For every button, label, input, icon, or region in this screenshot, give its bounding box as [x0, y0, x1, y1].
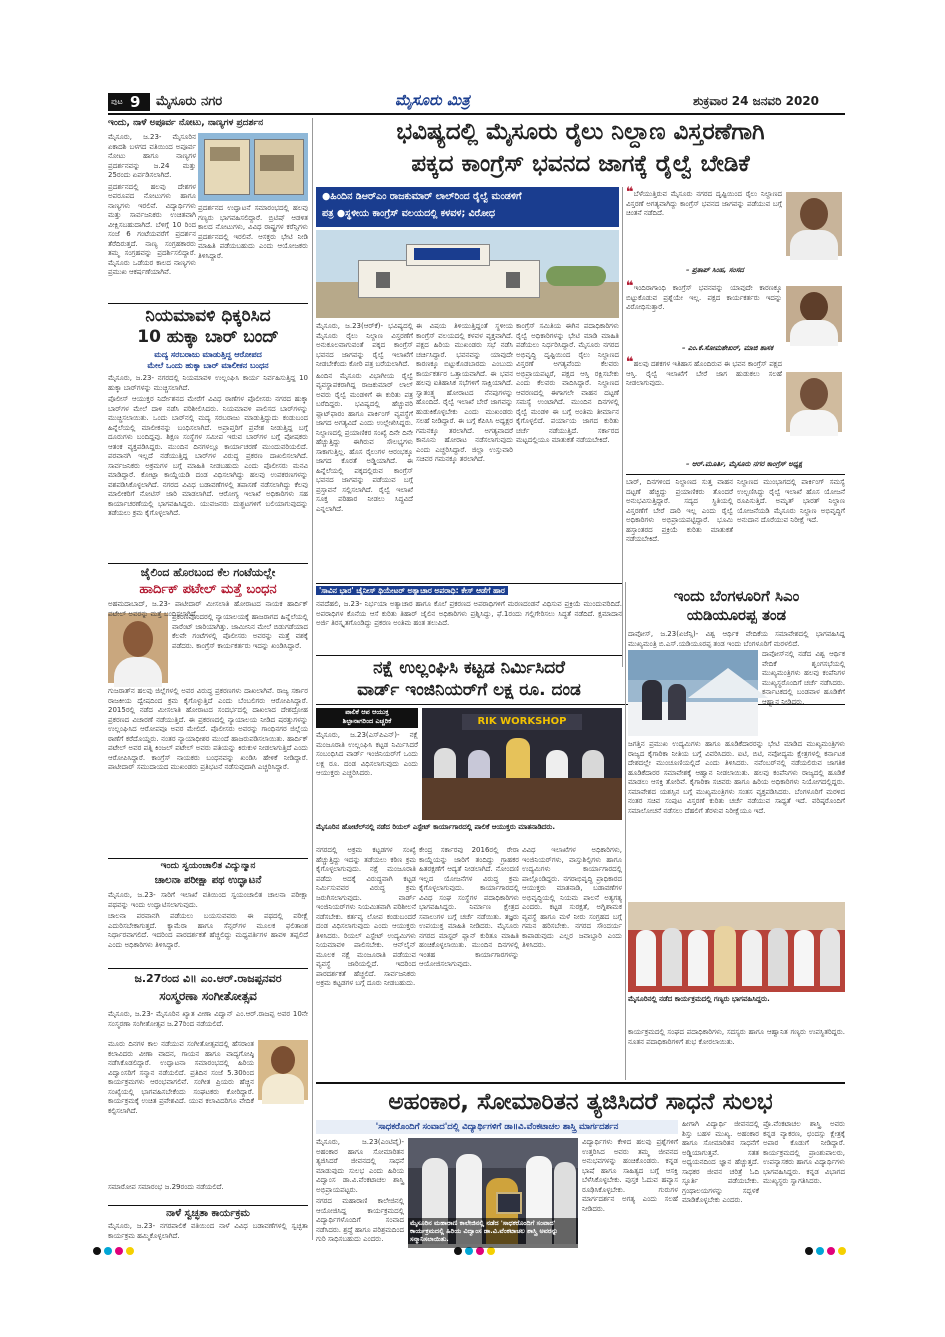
group-photo-caption: ಮೈಸೂರಿನಲ್ಲಿ ನಡೆದ ಕಾರ್ಯಕ್ರಮದಲ್ಲಿ ಗಣ್ಯರು ಭಾಗವಹಿಸಿದ್ದರು.	[628, 995, 770, 1003]
cm-body-side: ದಾವೋಸ್‌ನಲ್ಲಿ ನಡೆದ ವಿಶ್ವ ಆರ್ಥಿಕ ವೇದಿಕೆ ಶೃಂಗಸಭೆಯಲ್ಲಿ ಮುಖ್ಯಮಂತ್ರಿಗಳು ಹಲವು ಕಂಪೆನಿಗಳ ಮುಖ್ಯಸ್ಥರೊಂದಿಗೆ ಚರ್ಚೆ ನಡೆಸಿದರು. ಕರ್ನಾಟಕದಲ್ಲಿ ಬಂಡವಾಳ ಹೂಡಿಕೆಗೆ ಆಹ್ವಾನ ನೀಡಿದರು.	[762, 650, 845, 706]
registration-mark	[115, 1247, 123, 1255]
cleanliness-body: ಮೈಸೂರು, ಜ.23- ನಗರಪಾಲಿಕೆ ವತಿಯಿಂದ ನಾಳೆ ವಿವಿಧ ಬಡಾವಣೆಗಳಲ್ಲಿ ಸ್ವಚ್ಛತಾ ಕಾರ್ಯಕ್ರಮ ಹಮ್ಮಿಕೊಳ್ಳಲಾಗಿದೆ.	[108, 1222, 308, 1240]
notes-headline: ಇಂದು, ನಾಳೆ ಅಪೂರ್ವ ನೋಟು, ನಾಣ್ಯಗಳ ಪ್ರದರ್ಶನ	[108, 118, 264, 128]
crime-tag: 'ಸಾವಿನ ಭಾರ' ಚೈನೀಸ್ ಥಿಯೇಟರ್ ಅತ್ಯಾಚಾರ ಅಪರಾಧಿ: ಕೇಸ್ ಆಡೆಗೆ ಹಾರ	[316, 586, 508, 595]
divider	[316, 1082, 845, 1084]
lead-body-col-1: ಮೈಸೂರು, ಜ.23(ಆರ್‌ಕೆ)- ಭವಿಷ್ಯದಲ್ಲಿ ಮೈಸೂರು ರೈಲು ನಿಲ್ದಾಣ ವಿಸ್ತರಣೆಗೆ ಅನುಕೂಲವಾಗುವಂತೆ ಪಕ್ಕದ ಕಾಂಗ್ರೆಸ್ ಭವನದ ಜಾಗವನ್ನು ರೈಲ್ವೆ ಇಲಾಖೆಗೆ ನೀಡಬೇಕೆಂದು ಕೋರಿ ಪತ್ರ ಬರೆಯಲಾಗಿದೆ. ಹಿಂದಿನ ಮೈಸೂರು ವಿಭಾಗೀಯ ರೈಲ್ವೆ ವ್ಯವಸ್ಥಾಪಕರಾಗಿದ್ದ ರಾಜಕುಮಾರ್ ಲಾಲ್ ಅವರು ರೈಲ್ವೆ ಮಂಡಳಿಗೆ ಈ ಕುರಿತು ಪತ್ರ ಬರೆದಿದ್ದರು. ಭವಿಷ್ಯದಲ್ಲಿ ಹೆಚ್ಚುವರಿ ಪ್ಲಾಟ್‌ಫಾರಂ ಹಾಗೂ ಪಾರ್ಕಿಂಗ್ ವ್ಯವಸ್ಥೆಗೆ ಜಾಗದ ಅಗತ್ಯವಿದೆ ಎಂದು ಉಲ್ಲೇಖಿಸಿದ್ದರು. ನಿಲ್ದಾಣದಲ್ಲಿ ಪ್ರಯಾಣಿಕರ ಸಂಖ್ಯೆ ದಿನೇ ದಿನೇ ಹೆಚ್ಚುತ್ತಿದ್ದು ಈಗಿರುವ ಸೌಲಭ್ಯಗಳು ಸಾಕಾಗುತ್ತಿಲ್ಲ. ಹೊಸ ರೈಲುಗಳ ಆರಂಭಕ್ಕೂ ಜಾಗದ ಕೊರತೆ ಅಡ್ಡಿಯಾಗಿದೆ. ಈ ಹಿನ್ನೆಲೆಯಲ್ಲಿ ಪಕ್ಕದಲ್ಲಿರುವ ಕಾಂಗ್ರೆಸ್ ಭವನದ ಜಾಗವನ್ನು ಪಡೆಯುವ ಬಗ್ಗೆ ಪ್ರಸ್ತಾವನೆ ಸಲ್ಲಿಸಲಾಗಿದೆ. ರೈಲ್ವೆ ಇಲಾಖೆ ಸೂಕ್ತ ಪರಿಹಾರ ನೀಡಲು ಸಿದ್ಧವಿದೆ ಎನ್ನಲಾಗಿದೆ.	[316, 322, 413, 513]
hardik-headline-2: ಹಾರ್ದಿಕ್ ಪಟೇಲ್ ಮತ್ತೆ ಬಂಧನ	[139, 582, 277, 597]
group-photo	[628, 902, 845, 992]
quote-2-attribution: – ಎಂ.ಕೆ.ಸೋಮಶೇಖರ್, ಮಾಜಿ ಶಾಸಕ	[682, 344, 774, 352]
hardik-dateline: ಅಹಮದಾಬಾದ್, ಜ.23- ಪಾಟೀದಾರ್ ಮೀಸಲಾತಿ ಹೋರಾಟದ ನಾಯಕ ಹಾರ್ದಿಕ್ ಪಟೇಲ್ ಅವರನ್ನು ಮತ್ತೆ ಬಂಧಿಸಲಾಗಿದೆ.	[108, 600, 308, 618]
registration-mark	[454, 1247, 462, 1255]
lead-headline-1: ಭವಿಷ್ಯದಲ್ಲಿ ಮೈಸೂರು ರೈಲು ನಿಲ್ದಾಣ ವಿಸ್ತರಣೆಗಾಗಿ	[396, 119, 765, 145]
column-rule	[312, 118, 313, 1240]
lead-banner-line-2: ಪತ್ರ ●ಸ್ಥಳೀಯ ಕಾಂಗ್ರೆಸ್ ವಲಯದಲ್ಲಿ ಕಳವಳ; ವಿರೋಧ	[322, 208, 496, 219]
driving-test-body: ಮೈಸೂರು, ಜ.23- ಸಾರಿಗೆ ಇಲಾಖೆ ವತಿಯಿಂದ ಸ್ವಯಂಚಾಲಿತ ಚಾಲನಾ ಪರೀಕ್ಷಾ ಪಥವನ್ನು ಇಂದು ಉದ್ಘಾಟಿಸಲಾಗುವುದು. ಚಾಲನಾ ಪರವಾನಗಿ ಪಡೆಯಲು ಬಯಸುವವರು ಈ ಪಥದಲ್ಲಿ ಪರೀಕ್ಷೆ ಎದುರಿಸಬೇಕಾಗುತ್ತದೆ. ಕ್ಯಾಮೆರಾ ಹಾಗೂ ಸೆನ್ಸರ್‌ಗಳ ಮೂಲಕ ಫಲಿತಾಂಶ ನಿರ್ಧಾರವಾಗಲಿದೆ. ಇದರಿಂದ ಪಾರದರ್ಶಕತೆ ಹೆಚ್ಚಲಿದ್ದು ಮಧ್ಯವರ್ತಿಗಳ ಹಾವಳಿ ತಪ್ಪಲಿದೆ ಎಂದು ಅಧಿಕಾರಿಗಳು ತಿಳಿಸಿದ್ದಾರೆ.	[108, 891, 308, 949]
workshop-caption: ಮೈಸೂರಿನ ಹೋಟೆಲ್‌ನಲ್ಲಿ ನಡೆದ ರಿಯಲ್ ಎಸ್ಟೇಟ್ ಕಾರ್ಯಾಗಾರದಲ್ಲಿ ಪಾಲಿಕೆ ಆಯುಕ್ತರು ಮಾತನಾಡಿದರು.	[316, 823, 555, 831]
lead-body-col-4: ಬಾರ್, ದಿನಗಳಿಂದ ನಿಲ್ದಾಣದ ಸುತ್ತ ವಾಹನ ದಟ್ಟಣೆ ಹೆಚ್ಚಿದ್ದು ಪ್ರಯಾಣಿಕರು ತೊಂದರೆ ಅನುಭವಿಸುತ್ತಿದ್ದಾರೆ. ಸದ್ಯದ ಸ್ಥಿತಿಯಲ್ಲಿ ವಿಸ್ತರಣೆಗೆ ಬೇರೆ ದಾರಿ ಇಲ್ಲ ಎಂದು ರೈಲ್ವೆ ಅಧಿಕಾರಿಗಳು ಅಭಿಪ್ರಾಯಪಟ್ಟಿದ್ದಾರೆ. ಭೂಮಿ ಹಸ್ತಾಂತರದ ಪ್ರಕ್ರಿಯೆ ಕುರಿತು ಮಾತುಕತೆ ನಡೆಯಬೇಕಿದೆ.	[626, 478, 733, 543]
lead-body-col-5: ನಿಲ್ದಾಣದ ಮುಂಭಾಗದಲ್ಲಿ ಪಾರ್ಕಿಂಗ್ ಸಮಸ್ಯೆ ಉಲ್ಬಣಿಸಿದ್ದು ರೈಲ್ವೆ ಇಲಾಖೆ ಹೊಸ ಯೋಜನೆ ರೂಪಿಸುತ್ತಿದೆ. ಅಮೃತ್ ಭಾರತ್ ನಿಲ್ದಾಣ ಯೋಜನೆಯಡಿ ಮೈಸೂರು ನಿಲ್ದಾಣ ಅಭಿವೃದ್ಧಿಗೆ ಅನುದಾನ ದೊರೆಯುವ ನಿರೀಕ್ಷೆ ಇದೆ.	[737, 478, 845, 524]
fine-body-col-1: ನಗರದಲ್ಲಿ ಅಕ್ರಮ ಕಟ್ಟಡಗಳ ಸಂಖ್ಯೆ ಹೆಚ್ಚುತ್ತಿದ್ದು ಇದನ್ನು ತಡೆಯಲು ಕಠಿಣ ಕ್ರಮ ಕೈಗೊಳ್ಳಲಾಗುವುದು. ನಕ್ಷೆ ಮಂಜೂರಾತಿ ಪಡೆದು ಅದಕ್ಕೆ ವಿರುದ್ಧವಾಗಿ ಕಟ್ಟಡ ನಿರ್ಮಿಸುವವರ ವಿರುದ್ಧ ಕ್ರಮ ಜರುಗಿಸಲಾಗುವುದು. ವಾರ್ಡ್ ಇಂಜಿನಿಯರ್‌ಗಳು ನಿಯಮಿತವಾಗಿ ಪರಿಶೀಲನೆ ನಡೆಸಬೇಕು. ಕರ್ತವ್ಯ ಲೋಪ ಕಂಡುಬಂದರೆ ದಂಡ ವಿಧಿಸಲಾಗುವುದು ಎಂದು ಆಯುಕ್ತರು ತಿಳಿಸಿದರು. ರಿಯಲ್ ಎಸ್ಟೇಟ್ ಉದ್ಯಮಿಗಳು ನಿಯಮಾವಳಿ ಪಾಲಿಸಬೇಕು. ಆನ್‌ಲೈನ್ ಮೂಲಕ ನಕ್ಷೆ ಮಂಜೂರಾತಿ ಪಡೆಯುವ ವ್ಯವಸ್ಥೆ ಜಾರಿಯಲ್ಲಿದೆ. ಇದರಿಂದ ಪಾರದರ್ಶಕತೆ ಹೆಚ್ಚಲಿದೆ. ಸಾರ್ವಜನಿಕರು ಅಕ್ರಮ ಕಟ್ಟಡಗಳ ಬಗ್ಗೆ ದೂರು ನೀಡಬಹುದು.	[316, 846, 416, 987]
hookah-body: ಮೈಸೂರು, ಜ.23- ನಗರದಲ್ಲಿ ನಿಯಮಾವಳಿ ಉಲ್ಲಂಘಿಸಿ ಕಾರ್ಯ ನಿರ್ವಹಿಸುತ್ತಿದ್ದ 10 ಹುಕ್ಕಾ ಬಾರ್‌ಗಳನ್ನು ಮುಚ್ಚಿಸಲಾಗಿದೆ. ಪೊಲೀಸ್ ಆಯುಕ್ತರ ನಿರ್ದೇಶನದ ಮೇರೆಗೆ ವಿವಿಧ ಠಾಣೆಗಳ ಪೊಲೀಸರು ನಗರದ ಹುಕ್ಕಾ ಬಾರ್‌ಗಳ ಮೇಲೆ ದಾಳಿ ನಡೆಸಿ ಪರಿಶೀಲಿಸಿದರು. ನಿಯಮಾವಳಿ ಪಾಲಿಸದ ಬಾರ್‌ಗಳನ್ನು ಮುಚ್ಚಿಸಲಾಯಿತು. ಒಂದು ಬಾರ್‌ನಲ್ಲಿ ಮದ್ಯ ಸರಬರಾಜು ಮಾಡುತ್ತಿದ್ದುದು ಕಂಡುಬಂದ ಹಿನ್ನೆಲೆಯಲ್ಲಿ ಮಾಲೀಕನನ್ನು ಬಂಧಿಸಲಾಗಿದೆ. ಅಪ್ರಾಪ್ತರಿಗೆ ಪ್ರವೇಶ ನೀಡುತ್ತಿದ್ದ ಬಗ್ಗೆ ದೂರುಗಳು ಬಂದಿದ್ದವು. ಶಿಕ್ಷಣ ಸಂಸ್ಥೆಗಳ ಸಮೀಪ ಇರುವ ಬಾರ್‌ಗಳ ಬಗ್ಗೆ ಪೋಷಕರು ಆತಂಕ ವ್ಯಕ್ತಪಡಿಸಿದ್ದರು. ಮುಂದಿನ ದಿನಗಳಲ್ಲೂ ಕಾರ್ಯಾಚರಣೆ ಮುಂದುವರಿಯಲಿದೆ. ಪರವಾನಗಿ ಇಲ್ಲದೆ ನಡೆಯುತ್ತಿದ್ದ ಬಾರ್‌ಗಳ ವಿರುದ್ಧ ಪ್ರಕರಣ ದಾಖಲಿಸಲಾಗಿದೆ. ಸಾರ್ವಜನಿಕರು ಅಕ್ರಮಗಳ ಬಗ್ಗೆ ಮಾಹಿತಿ ನೀಡಬಹುದು ಎಂದು ಪೊಲೀಸರು ಮನವಿ ಮಾಡಿದ್ದಾರೆ. ಕೋಟ್ಪಾ ಕಾಯ್ದೆಯಡಿ ದಂಡ ವಿಧಿಸಲಾಗಿದ್ದು ಹಲವು ಉಪಕರಣಗಳನ್ನು ವಶಪಡಿಸಿಕೊಳ್ಳಲಾಗಿದೆ. ನಗರದ ವಿವಿಧ ಬಡಾವಣೆಗಳಲ್ಲಿ ತಪಾಸಣೆ ನಡೆಸಲಾಗಿದ್ದು ಕೆಲವು ಮಾಲೀಕರಿಗೆ ನೋಟಿಸ್ ಜಾರಿ ಮಾಡಲಾಗಿದೆ. ಆರೋಗ್ಯ ಇಲಾಖೆ ಅಧಿಕಾರಿಗಳು ಸಹ ಕಾರ್ಯಾಚರಣೆಯಲ್ಲಿ ಭಾಗವಹಿಸಿದ್ದರು. ಯುವಜನರು ದುಶ್ಚಟಗಳಿಗೆ ಬಲಿಯಾಗುವುದನ್ನು ತಡೆಯಲು ಕ್ರಮ ಕೈಗೊಳ್ಳಲಾಗಿದೆ.	[108, 374, 308, 517]
hookah-subhead-1: ಮದ್ಯ ಸರಬರಾಜು ಮಾಡುತ್ತಿದ್ದ ಆರೋಪದ	[154, 350, 262, 359]
divider	[108, 968, 308, 969]
speaker-photo	[786, 192, 842, 256]
quote-3	[626, 355, 845, 470]
divider	[108, 303, 308, 304]
lead-headline-block	[316, 117, 845, 185]
felicitation-caption: ಮೈಸೂರಿನ ಮಹಾರಾಣಿ ಕಾಲೇಜಿನಲ್ಲಿ ನಡೆದ 'ಸಾಧಕರೊಂದಿಗೆ ಸಂವಾದ' ಕಾರ್ಯಕ್ರಮದಲ್ಲಿ ಹಿರಿಯ ವಿದ್ವಾಂಸ ಡಾ.ವಿ.ವೆಂಕಟಾಚಲ ಶಾಸ್ತ್ರಿ ಅವರನ್ನು ಸನ್ಮಾನಿಸಲಾಯಿತು.	[408, 1218, 578, 1248]
speaker-photo	[786, 286, 842, 342]
quote-2	[626, 279, 845, 354]
registration-mark	[816, 1247, 824, 1255]
hardik-body: ಗುಜರಾತ್‌ನ ಹಲವು ಜಿಲ್ಲೆಗಳಲ್ಲಿ ಅವರ ವಿರುದ್ಧ ಪ್ರಕರಣಗಳು ದಾಖಲಾಗಿವೆ. ರಾಜ್ಯ ಸರ್ಕಾರ ರಾಜಕೀಯ ದ್ವೇಷದಿಂದ ಕ್ರಮ ಕೈಗೊಳ್ಳುತ್ತಿದೆ ಎಂದು ಬೆಂಬಲಿಗರು ಆರೋಪಿಸಿದ್ದಾರೆ. 2015ರಲ್ಲಿ ನಡೆದ ಮೀಸಲಾತಿ ಹೋರಾಟದ ಸಂದರ್ಭದಲ್ಲಿ ದಾಖಲಾದ ದೇಶದ್ರೋಹ ಪ್ರಕರಣದ ವಿಚಾರಣೆ ನಡೆಯುತ್ತಿದೆ. ಈ ಪ್ರಕರಣದಲ್ಲಿ ನ್ಯಾಯಾಲಯ ನೀಡಿದ ಷರತ್ತುಗಳನ್ನು ಉಲ್ಲಂಘಿಸಿದ ಆರೋಪವೂ ಅವರ ಮೇಲಿದೆ. ಪೊಲೀಸರು ಅವರನ್ನು ಗಾಂಧಿನಗರ ಜಿಲ್ಲೆಯ ಠಾಣೆಗೆ ಕರೆದೊಯ್ದರು. ನಂತರ ನ್ಯಾಯಾಧೀಶರ ಮುಂದೆ ಹಾಜರುಪಡಿಸಲಾಯಿತು. ಹಾರ್ದಿಕ್ ಪಟೇಲ್ ಅವರ ಪತ್ನಿ ಕಿಂಜಲ್ ಪಟೇಲ್ ಅವರು ಪತಿಯನ್ನು ಕಿರುಕುಳ ನೀಡಲಾಗುತ್ತಿದೆ ಎಂದು ಆರೋಪಿಸಿದ್ದಾರೆ. ಕಾಂಗ್ರೆಸ್ ನಾಯಕರು ಬಂಧನವನ್ನು ಖಂಡಿಸಿ ಹೇಳಿಕೆ ನೀಡಿದ್ದಾರೆ. ಪಾಟೀದಾರ್ ಸಮುದಾಯದ ಮುಖಂಡರು ಪ್ರತಿಭಟನೆ ನಡೆಸುವುದಾಗಿ ಎಚ್ಚರಿಸಿದ್ದಾರೆ.	[108, 687, 308, 771]
page-number: 9	[130, 93, 141, 111]
lead-banner-line-1: ●ಹಿಂದಿನ ಡಿಆರ್‌ಎಂ ರಾಜಕುಮಾರ್ ಲಾಲ್‌ರಿಂದ ರೈಲ್ವೆ ಮಂಡಳಿಗೆ	[322, 191, 522, 202]
quote-1-text: ❝ಬೆಳೆಯುತ್ತಿರುವ ಮೈಸೂರು ನಗರದ ದೃಷ್ಟಿಯಿಂದ ರೈಲು ನಿಲ್ದಾಣದ ವಿಸ್ತರಣೆ ಅಗತ್ಯವಾಗಿದ್ದು ಕಾಂಗ್ರೆಸ್ ಭವನದ ಜಾಗವನ್ನು ಪಡೆಯುವ ಬಗ್ಗೆ ಚಿಂತನೆ ನಡೆದಿದೆ.	[626, 185, 782, 217]
masthead: ಮೈಸೂರು ಮಿತ್ರ	[395, 91, 470, 109]
musician-photo	[258, 1040, 308, 1100]
divider	[108, 1205, 308, 1206]
column-rule	[622, 187, 623, 667]
crime-headline	[316, 586, 622, 598]
music-fest-body-2: ಸಮಾರೋಪ ಸಮಾರಂಭ ಜ.29ರಂದು ನಡೆಯಲಿದೆ.	[108, 1183, 224, 1191]
notes-exhibit-photo	[198, 133, 308, 201]
music-fest-body: ಮೂರು ದಿನಗಳ ಕಾಲ ನಡೆಯುವ ಸಂಗೀತೋತ್ಸವದಲ್ಲಿ ಹೆಸರಾಂತ ಕಲಾವಿದರು ವೀಣಾ ವಾದನ, ಗಾಯನ ಹಾಗೂ ವಾದ್ಯಗೋಷ್ಠಿ ನಡೆಸಿಕೊಡಲಿದ್ದಾರೆ. ಉದ್ಘಾಟನಾ ಸಮಾರಂಭದಲ್ಲಿ ಹಿರಿಯ ವಿದ್ವಾಂಸರಿಗೆ ಸನ್ಮಾನ ನಡೆಯಲಿದೆ. ಪ್ರತಿದಿನ ಸಂಜೆ 5.30ರಿಂದ ಕಾರ್ಯಕ್ರಮಗಳು ಆರಂಭವಾಗಲಿವೆ. ಸಂಗೀತ ಪ್ರಿಯರು ಹೆಚ್ಚಿನ ಸಂಖ್ಯೆಯಲ್ಲಿ ಭಾಗವಹಿಸಬೇಕೆಂದು ಸಂಘಟಕರು ಕೋರಿದ್ದಾರೆ. ಕಾರ್ಯಕ್ರಮಕ್ಕೆ ಉಚಿತ ಪ್ರವೇಶವಿದೆ. ಯುವ ಕಲಾವಿದರಿಗೂ ವೇದಿಕೆ ಕಲ್ಪಿಸಲಾಗಿದೆ.	[108, 1040, 254, 1115]
fine-subhead-box	[316, 708, 418, 728]
fine-headline-2: ವಾರ್ಡ್ ಇಂಜಿನಿಯರ್‌ಗೆ ಲಕ್ಷ ರೂ. ದಂಡ	[357, 680, 581, 700]
quote-3-attribution: – ಆರ್.ಮೂರ್ತಿ, ಮೈಸೂರು ನಗರ ಕಾಂಗ್ರೆಸ್ ಅಧ್ಯಕ್ಷ	[686, 460, 803, 468]
section-title: ಮೈಸೂರು ನಗರ	[156, 94, 223, 109]
divider	[108, 563, 308, 564]
lead-body-col-2: ಈ ವಿಷಯ ತಿಳಿಯುತ್ತಿದ್ದಂತೆ ಸ್ಥಳೀಯ ಕಾಂಗ್ರೆಸ್ ವಲಯದಲ್ಲಿ ಕಳವಳ ವ್ಯಕ್ತವಾಗಿದೆ. ಪಕ್ಷದ ಹಿರಿಯ ಮುಖಂಡರು ಸಭೆ ನಡೆಸಿ ಚರ್ಚಿಸಿದ್ದಾರೆ. ಭವನವನ್ನು ಯಾವುದೇ ಕಾರಣಕ್ಕೂ ಬಿಟ್ಟುಕೊಡಬಾರದು ಎಂಬುದು ಕಾರ್ಯಕರ್ತರ ಒತ್ತಾಯವಾಗಿದೆ. ಈ ಭವನ ಹಲವು ಐತಿಹಾಸಿಕ ಸಭೆಗಳಿಗೆ ಸಾಕ್ಷಿಯಾಗಿದೆ. ಸ್ವಾತಂತ್ರ್ಯ ಹೋರಾಟದ ನೆನಪುಗಳನ್ನು ಹೊಂದಿದೆ. ರೈಲ್ವೆ ಇಲಾಖೆ ಬೇರೆ ಜಾಗವನ್ನು ಹುಡುಕಿಕೊಳ್ಳಬೇಕು ಎಂದು ಮುಖಂಡರು ಸಲಹೆ ನೀಡಿದ್ದಾರೆ. ಈ ಬಗ್ಗೆ ಕೆಪಿಸಿಸಿ ಅಧ್ಯಕ್ಷರ ಗಮನಕ್ಕೂ ತರಲಾಗಿದೆ. ಅಗತ್ಯವಾದರೆ ಕಾನೂನು ಹೋರಾಟ ನಡೆಸಲಾಗುವುದು ಎಂದು ಎಚ್ಚರಿಸಿದ್ದಾರೆ. ಜಿಲ್ಲಾ ಉಸ್ತುವಾರಿ ಸಚಿವರ ಗಮನಕ್ಕೂ ತರಲಾಗಿದೆ.	[416, 322, 513, 463]
divider	[316, 583, 622, 584]
bottom-body-col-5: ಪ್ರೊ.ವೆಂಕಟಾಚಲ ಶಾಸ್ತ್ರಿ ಅವರು ಕನ್ನಡ ವ್ಯಾಕರಣ, ಛಂದಸ್ಸು ಕ್ಷೇತ್ರಕ್ಕೆ ಅಪಾರ ಕೊಡುಗೆ ನೀಡಿದ್ದಾರೆ. ಕಾರ್ಯಕ್ರಮದಲ್ಲಿ ಪ್ರಾಂಶುಪಾಲರು, ಉಪನ್ಯಾಸಕರು ಹಾಗೂ ವಿದ್ಯಾರ್ಥಿಗಳು ಭಾಗವಹಿಸಿದ್ದರು. ಕನ್ನಡ ವಿಭಾಗದ ಮುಖ್ಯಸ್ಥರು ಸ್ವಾಗತಿಸಿದರು.	[763, 1120, 845, 1185]
davos-photo	[628, 650, 758, 736]
bottom-headline: ಅಹಂಕಾರ, ಸೋಮಾರಿತನ ತ್ಯಜಿಸಿದರೆ ಸಾಧನೆ ಸುಲಭ	[388, 1089, 773, 1115]
quote-2-text: ❝ಇಂದಿರಾಗಾಂಧಿ ಕಾಂಗ್ರೆಸ್ ಭವನವನ್ನು ಯಾವುದೇ ಕಾರಣಕ್ಕೂ ಬಿಟ್ಟುಕೊಡುವ ಪ್ರಶ್ನೆಯೇ ಇಲ್ಲ. ಪಕ್ಷದ ಕಾರ್ಯಕರ್ತರು ಇದನ್ನು ವಿರೋಧಿಸುತ್ತಾರೆ.	[626, 279, 782, 311]
fine-body-col-3: ವಿವಿಧ ಇಲಾಖೆಗಳ ಅಧಿಕಾರಿಗಳು, ಇಂಜಿನಿಯರ್‌ಗಳು, ವಾಸ್ತುಶಿಲ್ಪಿಗಳು ಹಾಗೂ ಉದ್ಯಮಿಗಳು ಕಾರ್ಯಾಗಾರದಲ್ಲಿ ಪಾಲ್ಗೊಂಡಿದ್ದರು. ನಗರಾಭಿವೃದ್ಧಿ ಪ್ರಾಧಿಕಾರದ ಆಯುಕ್ತರು ಮಾತನಾಡಿ, ಬಡಾವಣೆಗಳ ಅಭಿವೃದ್ಧಿಯಲ್ಲಿ ನಿಯಮ ಪಾಲನೆ ಅತ್ಯಗತ್ಯ ಎಂದರು. ಕಟ್ಟಡ ಸುರಕ್ಷತೆ, ಅಗ್ನಿಶಾಮಕ ವ್ಯವಸ್ಥೆ ಹಾಗೂ ಮಳೆ ನೀರು ಸಂಗ್ರಹದ ಬಗ್ಗೆ ಗಮನ ಹರಿಸಬೇಕು. ನಗರದ ಸೌಂದರ್ಯ ಕಾಪಾಡುವುದು ಎಲ್ಲರ ಜವಾಬ್ದಾರಿ ಎಂದು ತಿಳಿಸಿದರು.	[522, 846, 622, 949]
page-number-box	[108, 93, 150, 111]
music-fest-dateline: ಮೈಸೂರು, ಜ.23- ಮೈಸೂರಿನ ಖ್ಯಾತ ವೀಣಾ ವಿದ್ವಾನ್ ಎಂ.ಆರ್.ರಾಜಪ್ಪ ಅವರ 10ನೇ ಸಂಸ್ಮರಣಾ ಸಂಗೀತೋತ್ಸವ ಜ.27ರಿಂದ ನಡೆಯಲಿದೆ.	[108, 1010, 308, 1028]
registration-mark	[476, 1247, 484, 1255]
lead-banner	[316, 187, 619, 227]
divider	[626, 474, 845, 475]
hardik-photo	[108, 613, 168, 683]
hookah-headline-2: 10 ಹುಕ್ಕಾ ಬಾರ್ ಬಂದ್	[137, 327, 279, 347]
notes-body-2: ಪ್ರದರ್ಶನದ ಉದ್ಘಾಟನೆ ಸಮಾರಂಭದಲ್ಲಿ ಹಲವು ಗಣ್ಯರು ಭಾಗವಹಿಸಲಿದ್ದಾರೆ. ಬ್ರಿಟಿಷ್ ಆಡಳಿತ ಕಾಲದ ನೋಟುಗಳು, ವಿವಿಧ ರಾಷ್ಟ್ರಗಳ ಕರೆನ್ಸಿಗಳು ಪ್ರದರ್ಶನದಲ್ಲಿ ಇರಲಿವೆ. ಆಸಕ್ತರು ಭೇಟಿ ನೀಡಿ ಮಾಹಿತಿ ಪಡೆಯಬಹುದು ಎಂದು ಆಯೋಜಕರು ತಿಳಿಸಿದ್ದಾರೆ.	[198, 204, 308, 260]
registration-mark	[838, 1247, 846, 1255]
registration-mark	[827, 1247, 835, 1255]
registration-mark	[465, 1247, 473, 1255]
divider	[316, 655, 622, 656]
bottom-subhead: 'ಸಾಧಕರೊಂದಿಗೆ ಸಂವಾದ'ದಲ್ಲಿ ವಿದ್ಯಾರ್ಥಿಗಳಿಗೆ ಡಾ॥ವಿ.ವೆಂಕಟಾಚಲ ಶಾಸ್ತ್ರಿ ಮಾರ್ಗದರ್ಶನ	[316, 1120, 678, 1134]
quote-1	[626, 185, 845, 278]
hardik-body-side: ಪ್ರಕರಣವೊಂದರಲ್ಲಿ ನ್ಯಾಯಾಲಯಕ್ಕೆ ಹಾಜರಾಗದ ಹಿನ್ನೆಲೆಯಲ್ಲಿ ವಾರೆಂಟ್ ಜಾರಿಯಾಗಿತ್ತು. ಜಾಮೀನಿನ ಮೇಲೆ ಬಿಡುಗಡೆಯಾದ ಕೆಲವೇ ಗಂಟೆಗಳಲ್ಲಿ ಪೊಲೀಸರು ಅವರನ್ನು ಮತ್ತೆ ವಶಕ್ಕೆ ಪಡೆದರು. ಕಾಂಗ್ರೆಸ್ ಕಾರ್ಯಕರ್ತರು ಇದನ್ನು ಖಂಡಿಸಿದ್ದಾರೆ.	[172, 613, 308, 650]
lead-body-col-3: ಕಾಂಗ್ರೆಸ್ ಸಮಿತಿಯ ಈಗಿನ ಪದಾಧಿಕಾರಿಗಳು ರೈಲ್ವೆ ಅಧಿಕಾರಿಗಳನ್ನು ಭೇಟಿ ಮಾಡಿ ಮಾಹಿತಿ ಪಡೆಯಲು ನಿರ್ಧರಿಸಿದ್ದಾರೆ. ಮೈಸೂರು ನಗರದ ಅಭಿವೃದ್ಧಿ ದೃಷ್ಟಿಯಿಂದ ರೈಲು ನಿಲ್ದಾಣದ ವಿಸ್ತರಣೆ ಅಗತ್ಯವೆಂದು ಕೆಲವರು ಅಭಿಪ್ರಾಯಪಟ್ಟರೆ, ಪಕ್ಷದ ಆಸ್ತಿ ರಕ್ಷಿಸಬೇಕು ಎಂದು ಕೆಲವರು ವಾದಿಸಿದ್ದಾರೆ. ನಿಲ್ದಾಣದ ಆವರಣದಲ್ಲಿ ಈಗಾಗಲೇ ವಾಹನ ದಟ್ಟಣೆ ಸಮಸ್ಯೆ ಉಂಟಾಗಿದೆ. ಮುಂದಿನ ದಿನಗಳಲ್ಲಿ ರೈಲ್ವೆ ಮಂಡಳಿ ಈ ಬಗ್ಗೆ ಅಂತಿಮ ತೀರ್ಮಾನ ಕೈಗೊಳ್ಳಲಿದೆ. ಪರ್ಯಾಯ ಜಾಗದ ಕುರಿತು ಚರ್ಚೆ ನಡೆಯುತ್ತಿದೆ. ಸರ್ಕಾರದ ಮಟ್ಟದಲ್ಲಿಯೂ ಮಾತುಕತೆ ನಡೆಯಬೇಕಿದೆ.	[516, 322, 619, 444]
notes-body-1: ಮೈಸೂರು, ಜ.23- ಮೈಸೂರಿನ ಏಕಾದಶಿ ಬಳಗದ ವತಿಯಿಂದ ಅಪೂರ್ವ ನೋಟು ಹಾಗೂ ನಾಣ್ಯಗಳ ಪ್ರದರ್ಶನವನ್ನು ಜ.24 ಮತ್ತು 25ರಂದು ಏರ್ಪಡಿಸಲಾಗಿದೆ. ಪ್ರದರ್ಶನದಲ್ಲಿ ಹಲವು ದೇಶಗಳ ಅಪರೂಪದ ನೋಟುಗಳು ಹಾಗೂ ನಾಣ್ಯಗಳು ಇರಲಿವೆ. ವಿದ್ಯಾರ್ಥಿಗಳು ಮತ್ತು ಸಾರ್ವಜನಿಕರು ಉಚಿತವಾಗಿ ವೀಕ್ಷಿಸಬಹುದಾಗಿದೆ. ಬೆಳಿಗ್ಗೆ 10 ರಿಂದ ಸಂಜೆ 6 ಗಂಟೆಯವರೆಗೆ ಪ್ರದರ್ಶನ ತೆರೆದಿರುತ್ತದೆ. ನಾಣ್ಯ ಸಂಗ್ರಹಕಾರರು ತಮ್ಮ ಸಂಗ್ರಹವನ್ನು ಪ್ರದರ್ಶಿಸಲಿದ್ದಾರೆ. ಮೈಸೂರು ಒಡೆಯರ ಕಾಲದ ನಾಣ್ಯಗಳು ಪ್ರಮುಖ ಆಕರ್ಷಣೆಯಾಗಿವೆ.	[108, 133, 196, 276]
cm-dateline: ದಾವೋಸ್, ಜ.23(ಏಜೆನ್ಸಿ)- ವಿಶ್ವ ಆರ್ಥಿಕ ವೇದಿಕೆಯ ಸಮಾವೇಶದಲ್ಲಿ ಭಾಗವಹಿಸಿದ್ದ ಮುಖ್ಯಮಂತ್ರಿ ಬಿ.ಎಸ್.ಯಡಿಯೂರಪ್ಪ ತಂಡ ಇಂದು ಬೆಂಗಳೂರಿಗೆ ಮರಳಲಿದೆ.	[628, 630, 845, 648]
workshop-banner: RIK WORKSHOP	[462, 714, 582, 730]
hookah-subhead-2: ಮೇಲೆ ಒಂದು ಹುಕ್ಕಾ ಬಾರ್ ಮಾಲೀಕನ ಬಂಧನ	[147, 361, 269, 370]
registration-mark	[487, 1247, 495, 1255]
music-fest-headline-2: ಸಂಸ್ಮರಣಾ ಸಂಗೀತೋತ್ಸವ	[159, 989, 257, 1003]
header-rule	[108, 113, 845, 115]
fine-subhead-1: ಪಾಲಿಕೆ ಆಪ ಆಯುಕ್ತ	[345, 708, 389, 716]
lead-headline-2: ಪಕ್ಕದ ಕಾಂಗ್ರೆಸ್ ಭವನದ ಜಾಗಕ್ಕೆ ರೈಲ್ವೆ ಬೇಡಿಕೆ	[411, 151, 750, 177]
quote-1-attribution: – ಪ್ರತಾಪ್ ಸಿಂಹ, ಸಂಸದ	[686, 266, 744, 274]
registration-mark	[104, 1247, 112, 1255]
quote-3-text: ❝ಹಲವು ದಶಕಗಳ ಇತಿಹಾಸ ಹೊಂದಿರುವ ಈ ಭವನ ಕಾಂಗ್ರೆಸ್ ಪಕ್ಷದ ಆಸ್ತಿ. ರೈಲ್ವೆ ಇಲಾಖೆಗೆ ಬೇರೆ ಜಾಗ ಹುಡುಕಲು ಸಲಹೆ ನೀಡಲಾಗುವುದು.	[626, 355, 782, 387]
driving-test-headline-1: ಇಂದು ಸ್ವಯಂಚಾಲಿತ ವಿದ್ಯುನ್ಮಾನ	[160, 861, 256, 871]
bottom-body-col-1: ಮೈಸೂರು, ಜ.23(ಎಂಟಿವೈ)- ಅಹಂಕಾರ ಹಾಗೂ ಸೋಮಾರಿತನ ತ್ಯಜಿಸಿದರೆ ಜೀವನದಲ್ಲಿ ಸಾಧನೆ ಮಾಡುವುದು ಸುಲಭ ಎಂದು ಹಿರಿಯ ವಿದ್ವಾಂಸ ಡಾ.ವಿ.ವೆಂಕಟಾಚಲ ಶಾಸ್ತ್ರಿ ಅಭಿಪ್ರಾಯಪಟ್ಟರು. ನಗರದ ಮಹಾರಾಣಿ ಕಾಲೇಜಿನಲ್ಲಿ ಆಯೋಜಿಸಿದ್ದ ಕಾರ್ಯಕ್ರಮದಲ್ಲಿ ವಿದ್ಯಾರ್ಥಿಗಳೊಂದಿಗೆ ಸಂವಾದ ನಡೆಸಿದರು. ಶ್ರದ್ಧೆ ಹಾಗೂ ಪರಿಶ್ರಮದಿಂದ ಗುರಿ ಸಾಧಿಸಬಹುದು ಎಂದರು.	[316, 1138, 404, 1243]
column-rule	[625, 582, 626, 1080]
group-body: ಕಾರ್ಯಕ್ರಮದಲ್ಲಿ ಸಂಘದ ಪದಾಧಿಕಾರಿಗಳು, ಸದಸ್ಯರು ಹಾಗೂ ಆಹ್ವಾನಿತ ಗಣ್ಯರು ಉಪಸ್ಥಿತರಿದ್ದರು. ನೂತನ ಪದಾಧಿಕಾರಿಗಳಿಗೆ ಶುಭ ಕೋರಲಾಯಿತು.	[628, 1028, 845, 1046]
page-label: ಪುಟ	[111, 97, 123, 106]
bottom-body-col-4: ಹೀಗಾಗಿ ವಿದ್ಯಾರ್ಥಿ ಜೀವನದಲ್ಲಿ ಶಿಸ್ತು ಬಹಳ ಮುಖ್ಯ. ಅಹಂಕಾರ ಹಾಗೂ ಸೋಮಾರಿತನ ಸಾಧನೆಗೆ ಅಡ್ಡಿಯಾಗುತ್ತವೆ. ಸತತ ಅಧ್ಯಯನದಿಂದ ಜ್ಞಾನ ಹೆಚ್ಚುತ್ತದೆ. ಸಾಧಕರ ಜೀವನ ಚರಿತ್ರೆ ಓದಿ ಸ್ಫೂರ್ತಿ ಪಡೆಯಬೇಕು. ಗ್ರಂಥಾಲಯಗಳನ್ನು ಸದ್ಬಳಕೆ ಮಾಡಿಕೊಳ್ಳಬೇಕು ಎಂದರು.	[682, 1120, 759, 1204]
hookah-headline-1: ನಿಯಮಾವಳಿ ಧಿಕ್ಕರಿಸಿದ	[145, 306, 271, 326]
cleanliness-headline: ನಾಳೆ ಸ್ವಚ್ಛತಾ ಕಾರ್ಯಕ್ರಮ	[166, 1208, 250, 1219]
fine-subhead-2: ಶಿಲ್ಪಾನಾಗರಿಂದ ಎಚ್ಚರಿಕೆ	[342, 717, 392, 725]
cm-body: ಜಗತ್ತಿನ ಪ್ರಮುಖ ಉದ್ಯಮಿಗಳು ಹಾಗೂ ಹೂಡಿಕೆದಾರರನ್ನು ಭೇಟಿ ಮಾಡಿದ ಮುಖ್ಯಮಂತ್ರಿಗಳು ರಾಜ್ಯದ ಕೈಗಾರಿಕಾ ನೀತಿಯ ಬಗ್ಗೆ ವಿವರಿಸಿದರು. ಐಟಿ, ಬಿಟಿ, ನವೋದ್ಯಮ ಕ್ಷೇತ್ರಗಳಲ್ಲಿ ಕರ್ನಾಟಕ ದೇಶದಲ್ಲೇ ಮುಂಚೂಣಿಯಲ್ಲಿದೆ ಎಂದು ತಿಳಿಸಿದರು. ನವೆಂಬರ್‌ನಲ್ಲಿ ನಡೆಯಲಿರುವ ಜಾಗತಿಕ ಹೂಡಿಕೆದಾರರ ಸಮಾವೇಶಕ್ಕೆ ಆಹ್ವಾನ ನೀಡಲಾಯಿತು. ಹಲವು ಕಂಪೆನಿಗಳು ರಾಜ್ಯದಲ್ಲಿ ಹೂಡಿಕೆ ಮಾಡಲು ಆಸಕ್ತಿ ತೋರಿವೆ. ಕೈಗಾರಿಕಾ ಸಚಿವರು ಹಾಗೂ ಹಿರಿಯ ಅಧಿಕಾರಿಗಳು ನಿಯೋಗದಲ್ಲಿದ್ದರು. ಸಮಾವೇಶದ ಯಶಸ್ಸಿನ ಬಗ್ಗೆ ಮುಖ್ಯಮಂತ್ರಿಗಳು ಸಂತಸ ವ್ಯಕ್ತಪಡಿಸಿದರು. ಬೆಂಗಳೂರಿಗೆ ಮರಳಿದ ನಂತರ ಸಚಿವ ಸಂಪುಟ ವಿಸ್ತರಣೆ ಕುರಿತು ಚರ್ಚೆ ನಡೆಯುವ ಸಾಧ್ಯತೆ ಇದೆ. ವರಿಷ್ಠರೊಂದಿಗೆ ಸಮಾಲೋಚನೆ ನಡೆಸಲು ದೆಹಲಿಗೆ ತೆರಳುವ ನಿರೀಕ್ಷೆಯೂ ಇದೆ.	[628, 740, 845, 815]
fine-body-intro: ಮೈಸೂರು, ಜ.23(ಎಸ್‌ಪಿಎನ್)- ನಕ್ಷೆ ಮಂಜೂರಾತಿ ಉಲ್ಲಂಘಿಸಿ ಕಟ್ಟಡ ನಿರ್ಮಿಸಿದರೆ ಸಂಬಂಧಿಸಿದ ವಾರ್ಡ್ ಇಂಜಿನಿಯರ್‌ಗೆ ಒಂದು ಲಕ್ಷ ರೂ. ದಂಡ ವಿಧಿಸಲಾಗುವುದು ಎಂದು ಆಯುಕ್ತರು ಎಚ್ಚರಿಸಿದರು.	[316, 731, 418, 777]
fine-body-col-2: ಕೇಂದ್ರ ಸರ್ಕಾರವು 2016ರಲ್ಲಿ ರೇರಾ ಕಾಯ್ದೆಯನ್ನು ಜಾರಿಗೆ ತಂದಿದ್ದು ಗ್ರಾಹಕರ ಹಿತರಕ್ಷಣೆಗೆ ಆದ್ಯತೆ ನೀಡಲಾಗಿದೆ. ನೋಂದಣಿ ಇಲ್ಲದ ಯೋಜನೆಗಳ ವಿರುದ್ಧ ಕ್ರಮ ಕೈಗೊಳ್ಳಲಾಗುವುದು. ಕಾರ್ಯಾಗಾರದಲ್ಲಿ ವಿವಿಧ ಸಂಘ ಸಂಸ್ಥೆಗಳ ಪದಾಧಿಕಾರಿಗಳು ಭಾಗವಹಿಸಿದ್ದರು. ನಿರ್ಮಾಣ ಕ್ಷೇತ್ರದ ಸವಾಲುಗಳ ಬಗ್ಗೆ ಚರ್ಚೆ ನಡೆಯಿತು. ತಜ್ಞರು ಉಪಯುಕ್ತ ಮಾಹಿತಿ ನೀಡಿದರು. ಮೈಸೂರು ನಗರದ ಮಾಸ್ಟರ್ ಪ್ಲಾನ್ ಕುರಿತೂ ಮಾಹಿತಿ ಹಂಚಿಕೊಳ್ಳಲಾಯಿತು. ಮುಂದಿನ ದಿನಗಳಲ್ಲಿ ಇಂತಹ ಕಾರ್ಯಾಗಾರಗಳನ್ನು ಆಯೋಜಿಸಲಾಗುವುದು.	[419, 846, 519, 968]
driving-test-headline-2: ಚಾಲನಾ ಪರೀಕ್ಷಾ ಪಥ ಉದ್ಘಾಟನೆ	[154, 875, 262, 886]
speaker-photo	[786, 372, 842, 432]
workshop-photo	[422, 708, 622, 820]
cm-headline-1: ಇಂದು ಬೆಂಗಳೂರಿಗೆ ಸಿಎಂ	[673, 587, 800, 605]
registration-mark	[126, 1247, 134, 1255]
fine-headline-1: ನಕ್ಷೆ ಉಲ್ಲಂಘಿಸಿ ಕಟ್ಟಡ ನಿರ್ಮಿಸಿದರೆ	[373, 658, 565, 678]
header-date: ಶುಕ್ರವಾರ 24 ಜನವರಿ 2020	[693, 94, 819, 108]
crime-body: ನವದೆಹಲಿ, ಜ.23- ನಿರ್ಭಯಾ ಅತ್ಯಾಚಾರ ಹಾಗೂ ಕೊಲೆ ಪ್ರಕರಣದ ಅಪರಾಧಿಗಳಿಗೆ ಮರಣದಂಡನೆ ವಿಧಿಸುವ ಪ್ರಕ್ರಿಯೆ ಮುಂದುವರಿದಿದೆ. ಅಪರಾಧಿಗಳ ಕೊನೆಯ ಆಸೆ ಕುರಿತು ತಿಹಾರ್ ಜೈಲಿನ ಅಧಿಕಾರಿಗಳು ಪ್ರಶ್ನಿಸಿದ್ದು, ಫೆ.1ರಂದು ಗಲ್ಲಿಗೇರಿಸಲು ಸಿದ್ಧತೆ ನಡೆದಿದೆ. ಕ್ಷಮಾದಾನ ಅರ್ಜಿ ತಿರಸ್ಕೃತಗೊಂಡಿದ್ದು ಪ್ರಕರಣ ಅಂತಿಮ ಹಂತ ತಲುಪಿದೆ.	[316, 600, 622, 627]
music-fest-headline-1: ಜ.27ರಂದ ವಿ॥ ಎಂ.ಆರ್.ರಾಜಪ್ಪನವರ	[134, 972, 282, 985]
bottom-body-col-3: ವಿದ್ಯಾರ್ಥಿಗಳು ಕೇಳಿದ ಹಲವು ಪ್ರಶ್ನೆಗಳಿಗೆ ಉತ್ತರಿಸಿದ ಅವರು ತಮ್ಮ ಜೀವನದ ಅನುಭವಗಳನ್ನು ಹಂಚಿಕೊಂಡರು. ಕನ್ನಡ ಭಾಷೆ ಹಾಗೂ ಸಾಹಿತ್ಯದ ಬಗ್ಗೆ ಆಸಕ್ತಿ ಬೆಳೆಸಿಕೊಳ್ಳಬೇಕು. ಪುಸ್ತಕ ಓದುವ ಹವ್ಯಾಸ ರೂಢಿಸಿಕೊಳ್ಳಬೇಕು. ಗುರುಗಳ ಮಾರ್ಗದರ್ಶನ ಅಗತ್ಯ ಎಂದು ಸಲಹೆ ನೀಡಿದರು.	[582, 1138, 678, 1213]
congress-bhavan-photo	[316, 230, 619, 318]
hardik-headline-1: ಜೈಲಿಂದ ಹೊರಬಂದ ಕೆಲ ಗಂಟೆಯಲ್ಲೇ	[140, 566, 276, 579]
registration-mark	[805, 1247, 813, 1255]
cm-headline-2: ಯಡಿಯೂರಪ್ಪ ತಂಡ	[686, 606, 787, 624]
registration-mark	[93, 1247, 101, 1255]
divider	[108, 858, 308, 859]
